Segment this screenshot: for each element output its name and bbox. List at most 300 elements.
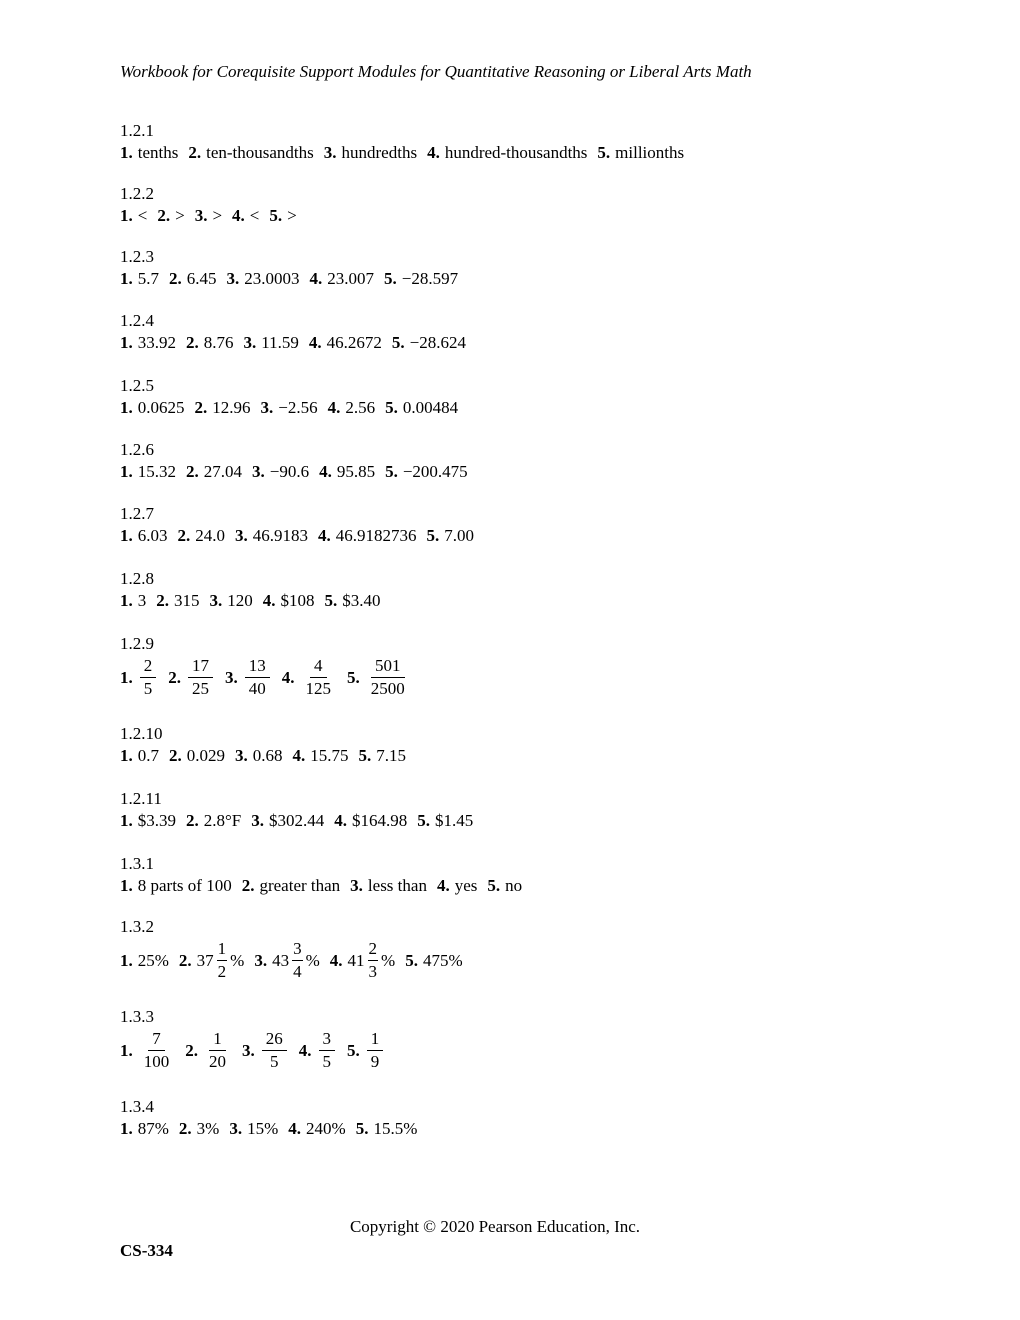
answer-value: 23.007 (327, 269, 374, 288)
answer-item (179, 938, 244, 983)
answer-item (299, 1028, 337, 1073)
answer-item (347, 655, 411, 700)
section-label: 1.2.9 (120, 634, 154, 653)
answer-value: 15.32 (137, 462, 176, 481)
answer-number: 2. (194, 398, 208, 417)
answer-line (120, 938, 473, 983)
answer-number: 1. (120, 876, 133, 895)
answer-item (120, 745, 159, 767)
section-label: 1.3.3 (120, 1007, 154, 1026)
answer-number: 2. (169, 269, 182, 288)
answer-item (120, 1118, 169, 1140)
answer-item (120, 205, 147, 227)
fraction-denominator: 3 (368, 962, 378, 981)
answer-number: 1. (120, 269, 133, 288)
answer-value: < (249, 206, 260, 225)
answer-number: 3. (243, 333, 257, 352)
answer-value: 5.7 (137, 269, 159, 288)
fraction-denominator: 125 (305, 679, 331, 698)
answer-item (120, 655, 158, 700)
answer-value: 120 (227, 591, 253, 610)
answer-number: 4. (262, 591, 276, 610)
answer-item (120, 950, 169, 972)
answer-value: 11.59 (261, 333, 299, 352)
answer-value: $108 (280, 591, 315, 610)
fraction (140, 1028, 174, 1073)
answer-number: 3. (235, 526, 248, 545)
fraction (367, 655, 409, 700)
answer-number: 3. (209, 591, 223, 610)
answer-value: greater than (259, 876, 341, 895)
answer-item (437, 875, 477, 897)
answer-value: yes (454, 876, 478, 895)
answer-number: 4. (292, 746, 306, 765)
answer-item (225, 655, 272, 700)
answer-number: 2. (156, 591, 169, 610)
answer-number: 5. (324, 591, 338, 610)
mixed-number-whole: 43 (272, 950, 290, 970)
answer-number: 5. (347, 1040, 360, 1060)
fraction-denominator: 9 (370, 1052, 380, 1071)
answer-value: no (505, 876, 523, 895)
section-label: 1.3.4 (120, 1097, 154, 1116)
answer-value: 95.85 (336, 462, 376, 481)
answer-number: 2. (178, 950, 192, 970)
answer-number: 5. (358, 746, 372, 765)
fraction-numerator: 17 (188, 655, 213, 678)
answer-line (120, 268, 468, 290)
answer-item (120, 332, 176, 354)
answer-value: 475% (422, 950, 463, 970)
answer-section (120, 375, 468, 419)
answer-value: 15% (247, 1119, 279, 1138)
answer-value: 87% (137, 1119, 169, 1138)
answer-number: 3. (226, 269, 240, 288)
fraction-denominator: 5 (322, 1052, 331, 1071)
answer-item (347, 1028, 385, 1073)
answer-number: 4. (309, 269, 323, 288)
answer-number: 5. (355, 1119, 369, 1138)
answer-section (120, 246, 468, 290)
mixed-number-whole: 41 (347, 950, 365, 970)
answer-item (254, 938, 319, 983)
answer-item (328, 397, 376, 419)
answer-line (120, 875, 532, 897)
answer-section (120, 439, 478, 483)
answer-number: 4. (318, 526, 331, 545)
answer-number: 3. (350, 876, 363, 895)
answer-value: 7.15 (376, 746, 406, 765)
answer-number: 3. (242, 1040, 255, 1060)
fraction (188, 655, 213, 700)
answer-item (385, 461, 468, 483)
answer-number: 1. (120, 1119, 133, 1138)
answer-value: 46.2672 (326, 333, 382, 352)
answer-number: 4. (427, 143, 440, 162)
answer-item (188, 142, 313, 164)
fraction-numerator: 26 (262, 1028, 287, 1051)
answer-item (169, 268, 217, 290)
answer-number: 4. (298, 1040, 312, 1060)
fraction (367, 1028, 384, 1073)
answer-number: 3. (194, 206, 208, 225)
answer-item (325, 590, 381, 612)
answer-value: 46.9183 (252, 526, 308, 545)
answer-number: 1. (120, 333, 133, 352)
answer-value: 3% (196, 1119, 220, 1138)
answer-number: 2. (177, 526, 191, 545)
fraction (245, 655, 270, 700)
fraction-numerator: 13 (245, 655, 270, 678)
answer-item (232, 205, 259, 227)
answer-section (120, 853, 532, 897)
answer-number: 4. (436, 876, 450, 895)
answer-item (186, 810, 241, 832)
answer-item (251, 810, 324, 832)
answer-item (120, 268, 159, 290)
answer-number: 5. (391, 333, 405, 352)
answer-item (227, 268, 300, 290)
answer-number: 5. (347, 667, 360, 687)
answer-line (120, 332, 476, 354)
answer-number: 2. (186, 811, 199, 830)
answer-item (120, 1028, 175, 1073)
fraction (262, 1028, 287, 1073)
page-number: CS-334 (120, 1241, 173, 1260)
answer-value: less than (367, 876, 427, 895)
answer-value: 7.00 (444, 526, 474, 545)
answer-section (120, 503, 484, 547)
answer-number: 5. (405, 950, 418, 970)
answer-number: 3. (251, 811, 265, 830)
fraction-numerator: 1 (367, 1028, 384, 1051)
answer-section (120, 723, 416, 767)
answer-item (185, 1028, 232, 1073)
answer-number: 3. (323, 143, 337, 162)
answer-value: hundredths (341, 143, 418, 162)
answer-item (229, 1118, 278, 1140)
answer-item (330, 938, 395, 983)
answer-value: 12.96 (212, 398, 251, 417)
fraction (140, 655, 157, 700)
answer-number: 1. (120, 143, 133, 162)
answer-item (309, 332, 382, 354)
answer-item (288, 1118, 345, 1140)
answer-item (597, 142, 684, 164)
fraction-denominator: 20 (209, 1052, 226, 1071)
copyright-notice: Copyright © 2020 Pearson Education, Inc. (349, 1217, 641, 1236)
answer-number: 3. (252, 462, 265, 481)
fraction (217, 938, 228, 983)
mixed-number-whole: 37 (196, 950, 214, 970)
percent-sign: % (305, 950, 320, 970)
answer-line (120, 142, 694, 164)
section-label: 1.2.7 (120, 504, 154, 523)
answer-item (244, 332, 299, 354)
answer-number: 1. (120, 950, 133, 970)
fraction-denominator: 40 (248, 679, 266, 698)
answer-number: 2. (178, 1119, 192, 1138)
answer-value: 0.0625 (137, 398, 185, 417)
fraction-numerator: 2 (368, 938, 379, 961)
answer-value: $3.40 (342, 591, 381, 610)
answer-value: 15.75 (310, 746, 349, 765)
answer-section (120, 310, 476, 354)
answer-section (120, 916, 473, 983)
answer-number: 5. (385, 398, 398, 417)
answer-number: 5. (597, 143, 611, 162)
fraction-denominator: 4 (293, 962, 302, 981)
answer-item (120, 590, 146, 612)
fraction-numerator: 3 (292, 938, 303, 961)
answer-number: 1. (120, 591, 133, 610)
fraction-denominator: 2 (217, 962, 227, 981)
answer-value: 315 (174, 591, 200, 610)
answer-number: 5. (487, 876, 501, 895)
answer-value: 6.45 (186, 269, 217, 288)
answer-item (310, 268, 375, 290)
answer-value: −90.6 (269, 462, 310, 481)
answer-item (120, 397, 185, 419)
answer-line (120, 655, 421, 700)
answer-line (120, 461, 478, 483)
fraction-numerator: 1 (217, 938, 228, 961)
answer-value: > (287, 206, 297, 225)
answer-item (120, 142, 178, 164)
answer-number: 5. (426, 526, 440, 545)
answer-number: 2. (185, 1040, 198, 1060)
answer-number: 5. (417, 811, 431, 830)
section-label: 1.2.11 (120, 789, 162, 808)
fraction-denominator: 5 (270, 1052, 279, 1071)
section-label: 1.2.2 (120, 184, 154, 203)
answer-value: 0.7 (137, 746, 159, 765)
fraction-numerator: 3 (319, 1028, 336, 1051)
answer-number: 4. (334, 811, 348, 830)
answer-line (120, 205, 307, 227)
section-label: 1.3.1 (120, 854, 154, 873)
answer-item (157, 205, 184, 227)
answer-item (186, 461, 242, 483)
answer-item (261, 397, 318, 419)
answer-number: 5. (269, 206, 283, 225)
answer-number: 2. (169, 746, 182, 765)
answer-line (120, 590, 391, 612)
answer-item (324, 142, 417, 164)
answer-item (120, 525, 168, 547)
answer-number: 4. (232, 206, 245, 225)
answer-number: 5. (384, 269, 397, 288)
answer-value: $164.98 (352, 811, 408, 830)
section-label: 1.2.4 (120, 311, 154, 330)
answer-section (120, 1096, 427, 1140)
answer-value: 46.9182736 (335, 526, 417, 545)
percent-sign: % (381, 950, 396, 970)
answer-number: 4. (319, 462, 332, 481)
answer-value: hundred-thousandths (444, 143, 588, 162)
answer-number: 2. (157, 206, 171, 225)
answer-value: 2.56 (345, 398, 376, 417)
answer-value: 8 parts of 100 (137, 876, 232, 895)
running-header: Workbook for Corequisite Support Modules for Quantitative Reasoning or Liberal Arts Math (120, 62, 752, 81)
answer-section (120, 568, 391, 612)
answer-line (120, 1118, 427, 1140)
answer-item (417, 810, 473, 832)
fraction-denominator: 100 (143, 1052, 170, 1071)
fraction-denominator: 2500 (370, 679, 405, 698)
section-label: 1.3.2 (120, 917, 154, 936)
answer-value: −200.475 (402, 462, 468, 481)
answer-item (282, 655, 337, 700)
answer-item (156, 590, 199, 612)
answer-item (120, 461, 176, 483)
answer-value: 15.5% (373, 1119, 418, 1138)
answer-section (120, 633, 421, 700)
answer-item (350, 875, 427, 897)
answer-item (427, 142, 587, 164)
answer-number: 2. (168, 667, 181, 687)
answer-value: ten-thousandths (206, 143, 314, 162)
answer-number: 3. (235, 746, 248, 765)
answer-item (385, 397, 458, 419)
fraction-numerator: 4 (310, 655, 327, 678)
answer-value: > (175, 206, 185, 225)
answer-number: 3. (260, 398, 274, 417)
answer-item (263, 590, 315, 612)
answer-line (120, 397, 468, 419)
answer-item (252, 461, 309, 483)
answer-value: 25% (137, 950, 169, 970)
answer-item (235, 745, 283, 767)
answer-item (120, 810, 176, 832)
answer-line (120, 745, 416, 767)
answer-number: 2. (186, 462, 199, 481)
answer-value: −28.624 (409, 333, 466, 352)
answer-number: 2. (188, 143, 202, 162)
answer-value: $1.45 (435, 811, 474, 830)
answer-line (120, 1028, 395, 1073)
answer-number: 4. (308, 333, 322, 352)
answer-item (359, 745, 407, 767)
fraction (319, 1028, 336, 1073)
answer-item (168, 655, 215, 700)
section-label: 1.2.8 (120, 569, 154, 588)
answer-number: 1. (120, 206, 133, 225)
answer-value: millionths (615, 143, 685, 162)
fraction (302, 655, 336, 700)
answer-line (120, 525, 484, 547)
answer-number: 1. (120, 746, 133, 765)
answer-item (384, 268, 458, 290)
answer-value: 6.03 (137, 526, 168, 545)
answer-section (120, 183, 307, 227)
answer-value: 0.00484 (402, 398, 459, 417)
section-label: 1.2.6 (120, 440, 154, 459)
answer-number: 4. (281, 667, 295, 687)
section-label: 1.2.5 (120, 376, 154, 395)
answer-value: 8.76 (203, 333, 234, 352)
answer-item (242, 1028, 289, 1073)
answer-item (319, 461, 375, 483)
answer-number: 4. (288, 1119, 302, 1138)
answer-value: −28.597 (401, 269, 459, 288)
section-label: 1.2.10 (120, 724, 163, 743)
answer-item (487, 875, 522, 897)
answer-value: < (137, 206, 148, 225)
answer-value: 33.92 (137, 333, 176, 352)
answer-section (120, 120, 694, 164)
answer-item (169, 745, 225, 767)
fraction (292, 938, 303, 983)
answer-item (334, 810, 407, 832)
fraction-denominator: 25 (192, 679, 209, 698)
answer-value: 0.029 (186, 746, 225, 765)
answer-value: −2.56 (278, 398, 318, 417)
answer-number: 2. (241, 876, 255, 895)
answer-item (356, 1118, 418, 1140)
answer-number: 3. (225, 667, 238, 687)
answer-value: 2.8°F (203, 811, 242, 830)
answer-item (186, 332, 234, 354)
answer-value: 0.68 (252, 746, 283, 765)
fraction (205, 1028, 230, 1073)
answer-number: 1. (120, 667, 133, 687)
answer-item (405, 950, 462, 972)
fraction (368, 938, 379, 983)
answer-number: 5. (385, 462, 398, 481)
answer-value: $302.44 (269, 811, 325, 830)
answer-number: 1. (120, 398, 133, 417)
percent-sign: % (230, 950, 245, 970)
answer-number: 1. (120, 811, 133, 830)
answer-section (120, 1006, 395, 1073)
fraction-numerator: 1 (209, 1028, 226, 1051)
answer-item (120, 875, 232, 897)
answer-number: 4. (327, 398, 341, 417)
answer-value: > (212, 206, 223, 225)
answer-item (210, 590, 253, 612)
answer-item (242, 875, 340, 897)
answer-item (235, 525, 308, 547)
answer-number: 1. (120, 1040, 133, 1060)
answer-item (178, 525, 226, 547)
answer-number: 3. (229, 1119, 243, 1138)
answer-item (392, 332, 466, 354)
answer-item (195, 205, 222, 227)
answer-line (120, 810, 483, 832)
answer-item (179, 1118, 219, 1140)
answer-value: 240% (306, 1119, 346, 1138)
answer-value: 24.0 (195, 526, 225, 545)
fraction-numerator: 2 (140, 655, 157, 678)
answer-item (318, 525, 417, 547)
answer-number: 1. (120, 462, 133, 481)
answer-value: 27.04 (203, 462, 242, 481)
answer-number: 3. (254, 950, 268, 970)
answer-item (195, 397, 251, 419)
answer-number: 1. (120, 526, 133, 545)
answer-item (293, 745, 349, 767)
answer-value: tenths (137, 143, 179, 162)
answer-number: 2. (186, 333, 199, 352)
answer-value: $3.39 (137, 811, 176, 830)
section-label: 1.2.3 (120, 247, 154, 266)
answer-value: 3 (137, 591, 147, 610)
answer-section (120, 788, 483, 832)
fraction-numerator: 501 (371, 655, 405, 678)
fraction-numerator: 7 (148, 1028, 165, 1051)
fraction-denominator: 5 (143, 679, 153, 698)
